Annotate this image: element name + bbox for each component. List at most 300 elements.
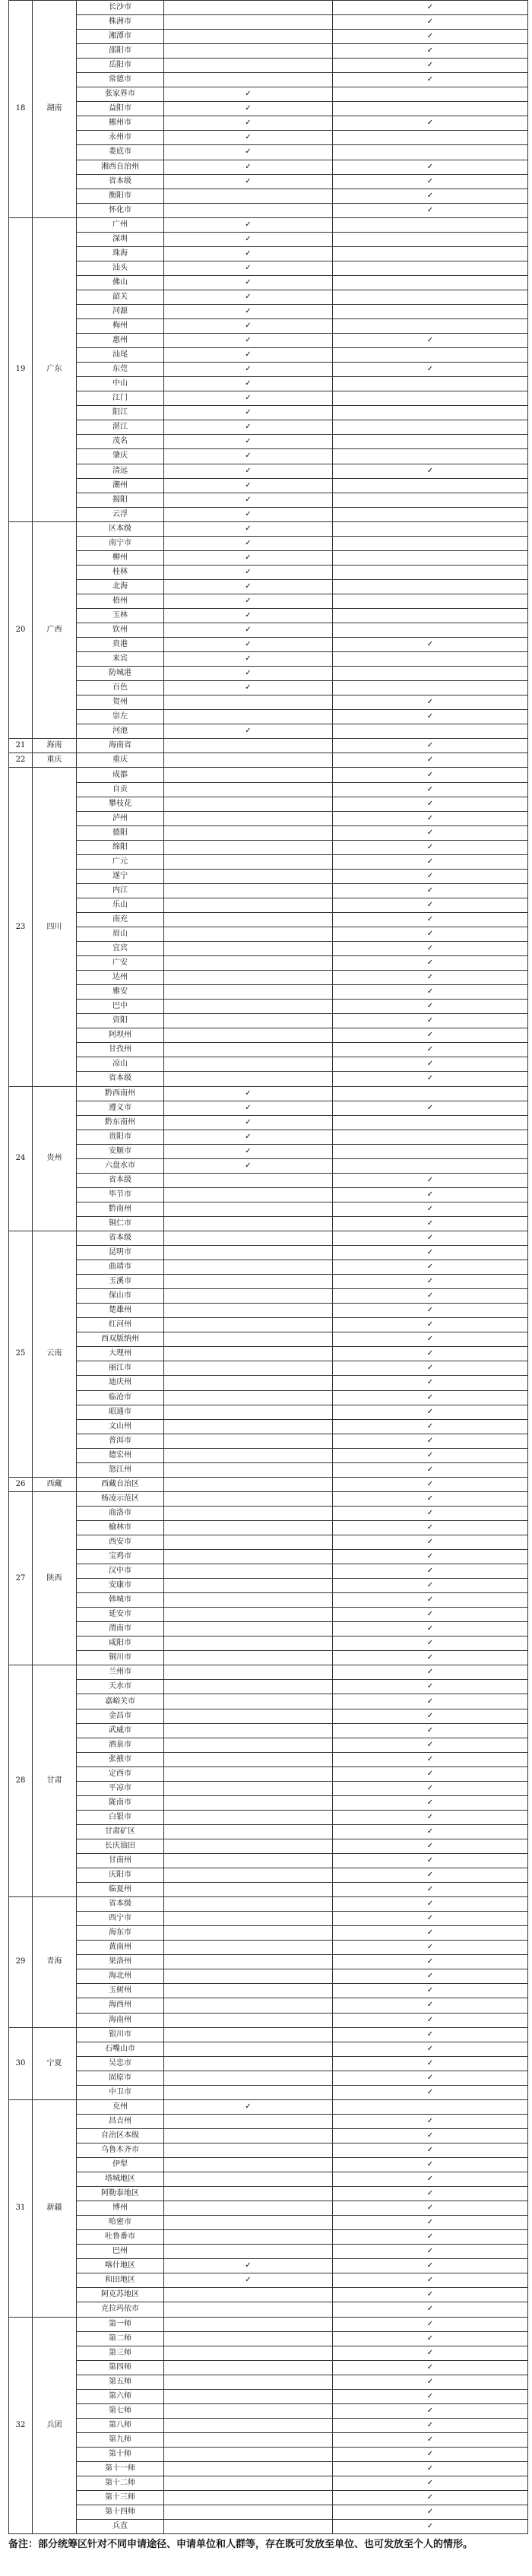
person-check-cell: ✓ xyxy=(333,160,528,174)
person-check-cell: ✓ xyxy=(333,174,528,189)
person-check-cell: ✓ xyxy=(333,59,528,73)
person-check-cell: ✓ xyxy=(333,1694,528,1709)
row-number: 18 xyxy=(9,1,33,218)
person-check-cell: ✓ xyxy=(333,2302,528,2317)
person-check-cell: ✓ xyxy=(333,363,528,377)
person-check-cell: ✓ xyxy=(333,1043,528,1057)
person-check-cell: ✓ xyxy=(333,2505,528,2520)
unit-check-cell xyxy=(164,1824,333,1839)
unit-check-cell: ✓ xyxy=(164,2273,333,2288)
table-row xyxy=(9,710,528,724)
table-row xyxy=(9,334,528,348)
table-row xyxy=(9,1318,528,1332)
region-cell: 西宁市 xyxy=(77,1912,164,1926)
province-cell: 陕西 xyxy=(33,1491,77,1665)
unit-check-cell xyxy=(164,912,333,927)
table-row xyxy=(9,1608,528,1622)
person-check-cell: ✓ xyxy=(333,1,528,15)
unit-check-cell xyxy=(164,854,333,869)
region-cell: 南充 xyxy=(77,912,164,927)
person-check-cell: ✓ xyxy=(333,2476,528,2491)
person-check-cell: ✓ xyxy=(333,985,528,1000)
unit-check-cell xyxy=(164,2085,333,2099)
unit-check-cell xyxy=(164,1766,333,1781)
unit-check-cell xyxy=(164,2128,333,2143)
table-row xyxy=(9,565,528,579)
unit-check-cell xyxy=(164,1723,333,1738)
unit-check-cell xyxy=(164,1839,333,1853)
row-number: 21 xyxy=(9,739,33,753)
person-check-cell xyxy=(333,304,528,318)
table-row xyxy=(9,478,528,493)
unit-check-cell: ✓ xyxy=(164,435,333,449)
person-check-cell: ✓ xyxy=(333,2172,528,2187)
region-cell: 茂名 xyxy=(77,435,164,449)
table-row xyxy=(9,102,528,116)
unit-check-cell: ✓ xyxy=(164,464,333,478)
person-check-cell: ✓ xyxy=(333,2230,528,2245)
table-row xyxy=(9,1057,528,1072)
table-row xyxy=(9,217,528,232)
region-cell: 玉溪市 xyxy=(77,1275,164,1289)
person-check-cell: ✓ xyxy=(333,2114,528,2128)
person-check-cell: ✓ xyxy=(333,1781,528,1795)
region-cell: 普洱市 xyxy=(77,1434,164,1448)
person-check-cell: ✓ xyxy=(333,30,528,44)
unit-check-cell xyxy=(164,2187,333,2201)
table-row xyxy=(9,1390,528,1405)
region-cell: 云浮 xyxy=(77,507,164,521)
table-row xyxy=(9,275,528,290)
region-cell: 益阳市 xyxy=(77,102,164,116)
region-cell: 株洲市 xyxy=(77,15,164,30)
region-cell: 第七师 xyxy=(77,2403,164,2418)
table-row xyxy=(9,1998,528,2013)
region-cell: 巴州 xyxy=(77,2245,164,2259)
unit-check-cell xyxy=(164,1593,333,1608)
unit-check-cell xyxy=(164,1665,333,1680)
region-cell: 海南州 xyxy=(77,2013,164,2027)
person-check-cell: ✓ xyxy=(333,1795,528,1810)
person-check-cell: ✓ xyxy=(333,1101,528,1115)
table-row xyxy=(9,579,528,594)
table-row xyxy=(9,2476,528,2491)
person-check-cell: ✓ xyxy=(333,2491,528,2505)
person-check-cell xyxy=(333,348,528,363)
region-cell: 昆明市 xyxy=(77,1246,164,1260)
unit-check-cell xyxy=(164,883,333,898)
person-check-cell: ✓ xyxy=(333,797,528,811)
person-check-cell: ✓ xyxy=(333,1231,528,1245)
table-row xyxy=(9,1086,528,1101)
table-row xyxy=(9,1665,528,1680)
region-cell: 杨凌示范区 xyxy=(77,1491,164,1506)
unit-check-cell xyxy=(164,927,333,942)
region-cell: 安康市 xyxy=(77,1579,164,1593)
person-check-cell: ✓ xyxy=(333,1289,528,1304)
table-row xyxy=(9,753,528,768)
region-cell: 大理州 xyxy=(77,1347,164,1361)
table-row xyxy=(9,145,528,160)
person-check-cell: ✓ xyxy=(333,869,528,883)
table-row xyxy=(9,2360,528,2375)
region-cell: 河池 xyxy=(77,724,164,739)
table-row xyxy=(9,1941,528,1955)
region-cell: 第六师 xyxy=(77,2389,164,2403)
unit-check-cell: ✓ xyxy=(164,2099,333,2114)
person-check-cell: ✓ xyxy=(333,2187,528,2201)
unit-check-cell xyxy=(164,2071,333,2085)
table-row xyxy=(9,1289,528,1304)
person-check-cell xyxy=(333,681,528,695)
person-check-cell: ✓ xyxy=(333,1304,528,1318)
table-row xyxy=(9,2114,528,2128)
region-cell: 广州 xyxy=(77,217,164,232)
region-cell: 吴忠市 xyxy=(77,2056,164,2071)
person-check-cell: ✓ xyxy=(333,956,528,971)
unit-check-cell xyxy=(164,1752,333,1766)
province-cell: 海南 xyxy=(33,739,77,753)
person-check-cell: ✓ xyxy=(333,1969,528,1984)
region-cell: 博州 xyxy=(77,2201,164,2216)
row-number: 31 xyxy=(9,2099,33,2317)
region-cell: 汕头 xyxy=(77,261,164,275)
province-cell: 广西 xyxy=(33,521,77,739)
table-row xyxy=(9,2143,528,2157)
person-check-cell: ✓ xyxy=(333,1202,528,1216)
table-row xyxy=(9,1810,528,1824)
region-cell: 定西市 xyxy=(77,1766,164,1781)
row-number: 19 xyxy=(9,217,33,521)
table-row xyxy=(9,1072,528,1086)
unit-check-cell: ✓ xyxy=(164,391,333,406)
region-cell: 吐鲁番市 xyxy=(77,2230,164,2245)
table-row xyxy=(9,724,528,739)
unit-check-cell xyxy=(164,2027,333,2042)
region-cell: 钦州 xyxy=(77,623,164,638)
province-cell: 四川 xyxy=(33,768,77,1086)
unit-check-cell xyxy=(164,1709,333,1723)
region-cell: 第一师 xyxy=(77,2317,164,2331)
region-cell: 岳阳市 xyxy=(77,59,164,73)
region-cell: 毕节市 xyxy=(77,1187,164,1202)
region-cell: 丽江市 xyxy=(77,1361,164,1376)
unit-check-cell xyxy=(164,1564,333,1579)
unit-check-cell xyxy=(164,2302,333,2317)
region-cell: 河源 xyxy=(77,304,164,318)
unit-check-cell: ✓ xyxy=(164,319,333,334)
region-cell: 巴中 xyxy=(77,1000,164,1014)
region-cell: 汕尾 xyxy=(77,348,164,363)
row-number: 25 xyxy=(9,1231,33,1477)
table-row xyxy=(9,2201,528,2216)
person-check-cell: ✓ xyxy=(333,912,528,927)
person-check-cell: ✓ xyxy=(333,1579,528,1593)
region-cell: 绵阳 xyxy=(77,840,164,854)
unit-check-cell: ✓ xyxy=(164,681,333,695)
person-check-cell: ✓ xyxy=(333,2027,528,2042)
table-row xyxy=(9,304,528,318)
table-row xyxy=(9,15,528,30)
table-row xyxy=(9,652,528,667)
unit-check-cell xyxy=(164,1289,333,1304)
table-row xyxy=(9,1868,528,1883)
unit-check-cell: ✓ xyxy=(164,565,333,579)
region-cell: 文山州 xyxy=(77,1419,164,1434)
unit-check-cell: ✓ xyxy=(164,174,333,189)
region-cell: 永州市 xyxy=(77,131,164,145)
region-cell: 韶关 xyxy=(77,290,164,304)
region-cell: 中山 xyxy=(77,377,164,391)
person-check-cell: ✓ xyxy=(333,1318,528,1332)
region-cell: 兵直 xyxy=(77,2520,164,2534)
unit-check-cell: ✓ xyxy=(164,131,333,145)
unit-check-cell xyxy=(164,2403,333,2418)
table-row xyxy=(9,1535,528,1549)
table-row xyxy=(9,1723,528,1738)
region-cell: 海南省 xyxy=(77,739,164,753)
person-check-cell: ✓ xyxy=(333,1491,528,1506)
table-row xyxy=(9,1187,528,1202)
unit-check-cell xyxy=(164,1477,333,1491)
region-cell: 遵义市 xyxy=(77,1101,164,1115)
region-cell: 海北州 xyxy=(77,1969,164,1984)
region-cell: 铜川市 xyxy=(77,1651,164,1665)
table-row xyxy=(9,1738,528,1752)
unit-check-cell: ✓ xyxy=(164,623,333,638)
region-cell: 来宾 xyxy=(77,652,164,667)
region-cell: 眉山 xyxy=(77,927,164,942)
person-check-cell: ✓ xyxy=(333,2375,528,2389)
person-check-cell: ✓ xyxy=(333,2013,528,2027)
unit-check-cell xyxy=(164,2389,333,2403)
person-check-cell: ✓ xyxy=(333,334,528,348)
table-row xyxy=(9,1144,528,1158)
person-check-cell xyxy=(333,261,528,275)
unit-check-cell xyxy=(164,1795,333,1810)
person-check-cell: ✓ xyxy=(333,1622,528,1637)
table-row xyxy=(9,1564,528,1579)
person-check-cell xyxy=(333,724,528,739)
unit-check-cell xyxy=(164,710,333,724)
table-row xyxy=(9,2259,528,2273)
table-row xyxy=(9,667,528,681)
region-cell: 省本级 xyxy=(77,174,164,189)
table-row xyxy=(9,768,528,782)
unit-check-cell xyxy=(164,753,333,768)
table-row xyxy=(9,449,528,464)
table-row xyxy=(9,1216,528,1231)
unit-check-cell xyxy=(164,1651,333,1665)
table-row xyxy=(9,1694,528,1709)
person-check-cell xyxy=(333,290,528,304)
person-check-cell: ✓ xyxy=(333,2418,528,2432)
table-row xyxy=(9,2418,528,2432)
region-cell: 临夏州 xyxy=(77,1883,164,1897)
region-cell: 内江 xyxy=(77,883,164,898)
table-row xyxy=(9,1173,528,1187)
unit-check-cell xyxy=(164,2418,333,2432)
region-cell: 楚雄州 xyxy=(77,1304,164,1318)
person-check-cell xyxy=(333,377,528,391)
region-cell: 第十二师 xyxy=(77,2476,164,2491)
unit-check-cell xyxy=(164,2216,333,2230)
unit-check-cell xyxy=(164,956,333,971)
person-check-cell: ✓ xyxy=(333,2143,528,2157)
table-row xyxy=(9,2216,528,2230)
person-check-cell: ✓ xyxy=(333,2056,528,2071)
unit-check-cell xyxy=(164,1810,333,1824)
table-row xyxy=(9,319,528,334)
unit-check-cell: ✓ xyxy=(164,377,333,391)
person-check-cell xyxy=(333,131,528,145)
person-check-cell: ✓ xyxy=(333,1550,528,1564)
table-row xyxy=(9,2071,528,2085)
unit-check-cell xyxy=(164,1173,333,1187)
person-check-cell: ✓ xyxy=(333,2346,528,2360)
table-row xyxy=(9,116,528,131)
table-row xyxy=(9,912,528,927)
unit-check-cell: ✓ xyxy=(164,594,333,608)
person-check-cell: ✓ xyxy=(333,2216,528,2230)
person-check-cell: ✓ xyxy=(333,1564,528,1579)
person-check-cell: ✓ xyxy=(333,1187,528,1202)
table-row xyxy=(9,2375,528,2389)
region-cell: 第三师 xyxy=(77,2346,164,2360)
person-check-cell xyxy=(333,1130,528,1144)
unit-check-cell xyxy=(164,1028,333,1043)
unit-check-cell xyxy=(164,1304,333,1318)
province-cell: 云南 xyxy=(33,1231,77,1477)
unit-check-cell xyxy=(164,1419,333,1434)
person-check-cell: ✓ xyxy=(333,1752,528,1766)
person-check-cell: ✓ xyxy=(333,203,528,217)
person-check-cell xyxy=(333,145,528,160)
region-cell: 中卫市 xyxy=(77,2085,164,2099)
person-check-cell xyxy=(333,246,528,261)
table-row xyxy=(9,1260,528,1275)
person-check-cell xyxy=(333,493,528,507)
unit-check-cell xyxy=(164,1506,333,1520)
row-number: 24 xyxy=(9,1086,33,1231)
unit-check-cell xyxy=(164,2520,333,2534)
table-row xyxy=(9,1231,528,1245)
unit-check-cell xyxy=(164,2491,333,2505)
person-check-cell xyxy=(333,550,528,565)
unit-check-cell xyxy=(164,1361,333,1376)
table-row xyxy=(9,1854,528,1868)
region-cell: 湘西自治州 xyxy=(77,160,164,174)
table-row xyxy=(9,2172,528,2187)
person-check-cell xyxy=(333,1115,528,1130)
table-row xyxy=(9,797,528,811)
table-row xyxy=(9,1912,528,1926)
region-cell: 乌鲁木齐市 xyxy=(77,2143,164,2157)
unit-check-cell xyxy=(164,73,333,87)
person-check-cell: ✓ xyxy=(333,2245,528,2259)
person-check-cell: ✓ xyxy=(333,1912,528,1926)
table-row xyxy=(9,2288,528,2302)
unit-check-cell: ✓ xyxy=(164,406,333,420)
region-cell: 重庆 xyxy=(77,753,164,768)
person-check-cell: ✓ xyxy=(333,753,528,768)
table-row xyxy=(9,1014,528,1028)
region-cell: 海东市 xyxy=(77,1926,164,1941)
region-cell: 哈密市 xyxy=(77,2216,164,2230)
region-cell: 清远 xyxy=(77,464,164,478)
person-check-cell: ✓ xyxy=(333,1462,528,1477)
region-cell: 兰州市 xyxy=(77,1665,164,1680)
person-check-cell: ✓ xyxy=(333,1477,528,1491)
unit-check-cell xyxy=(164,1781,333,1795)
province-cell: 宁夏 xyxy=(33,2027,77,2099)
person-check-cell xyxy=(333,608,528,623)
region-cell: 第五师 xyxy=(77,2375,164,2389)
region-cell: 怒江州 xyxy=(77,1462,164,1477)
region-cell: 张掖市 xyxy=(77,1752,164,1766)
person-check-cell: ✓ xyxy=(333,2201,528,2216)
person-check-cell: ✓ xyxy=(333,1665,528,1680)
person-check-cell: ✓ xyxy=(333,638,528,652)
region-cell: 南宁市 xyxy=(77,536,164,550)
table-row xyxy=(9,1883,528,1897)
table-row xyxy=(9,854,528,869)
table-row xyxy=(9,44,528,59)
region-cell: 成都 xyxy=(77,768,164,782)
unit-check-cell xyxy=(164,2013,333,2027)
region-cell: 宝鸡市 xyxy=(77,1550,164,1564)
table-row xyxy=(9,1028,528,1043)
person-check-cell xyxy=(333,521,528,536)
table-row xyxy=(9,1795,528,1810)
province-cell: 广东 xyxy=(33,217,77,521)
unit-check-cell: ✓ xyxy=(164,2259,333,2273)
region-cell: 张家界市 xyxy=(77,87,164,102)
table-row xyxy=(9,1680,528,1694)
table-row xyxy=(9,695,528,710)
person-check-cell: ✓ xyxy=(333,1028,528,1043)
province-cell: 湖南 xyxy=(33,1,77,218)
person-check-cell xyxy=(333,217,528,232)
region-cell: 固原市 xyxy=(77,2071,164,2085)
unit-check-cell xyxy=(164,695,333,710)
province-cell: 重庆 xyxy=(33,753,77,768)
unit-check-cell xyxy=(164,1187,333,1202)
person-check-cell xyxy=(333,1144,528,1158)
table-row xyxy=(9,1839,528,1853)
table-row xyxy=(9,1520,528,1535)
table-row xyxy=(9,189,528,203)
person-check-cell: ✓ xyxy=(333,2331,528,2346)
person-check-cell: ✓ xyxy=(333,1173,528,1187)
table-row xyxy=(9,1246,528,1260)
region-cell: 惠州 xyxy=(77,334,164,348)
person-check-cell: ✓ xyxy=(333,116,528,131)
person-check-cell: ✓ xyxy=(333,1057,528,1072)
person-check-cell xyxy=(333,565,528,579)
region-cell: 玉林 xyxy=(77,608,164,623)
table-row xyxy=(9,942,528,956)
person-check-cell: ✓ xyxy=(333,2071,528,2085)
region-cell: 黄南州 xyxy=(77,1941,164,1955)
table-row xyxy=(9,1651,528,1665)
region-cell: 深圳 xyxy=(77,232,164,246)
region-cell: 阿克苏地区 xyxy=(77,2288,164,2302)
province-cell: 贵州 xyxy=(33,1086,77,1231)
person-check-cell: ✓ xyxy=(333,2360,528,2375)
region-cell: 延安市 xyxy=(77,1608,164,1622)
region-cell: 铜仁市 xyxy=(77,1216,164,1231)
